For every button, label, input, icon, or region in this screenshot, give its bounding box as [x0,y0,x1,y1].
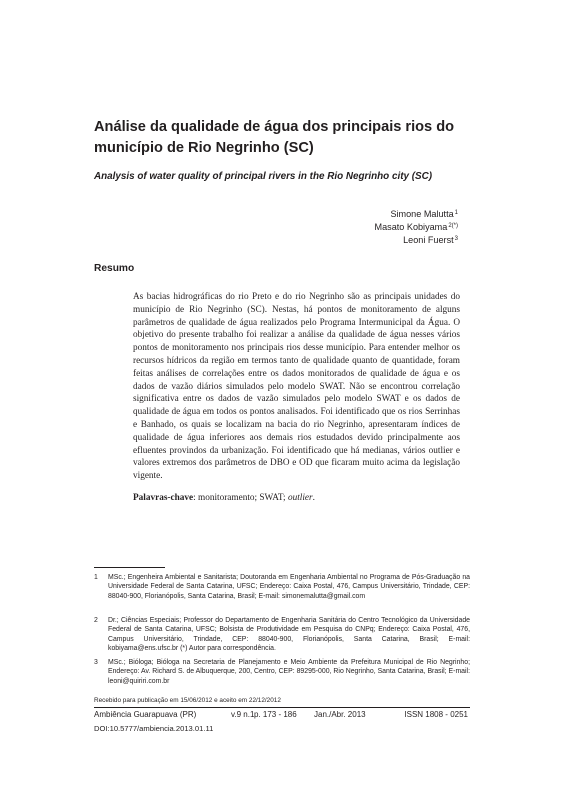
keywords-line [133,492,460,505]
author-name: Simone Malutta [390,209,454,219]
journal-date: Jan./Abr. 2013 [314,710,366,719]
author-1 [390,207,458,220]
journal-name: Ambiência Guarapuava (PR) [94,710,197,719]
keywords-italic-term: outlier [287,492,313,503]
footnote-number: 2 [94,617,98,624]
author-footnote-mark: 2(*) [448,223,458,229]
footnote-text: Dr.; Ciências Especiais; Professor do Departamento de Engenharia Sanitária do Centro Tecnológico da Universidade Federal de Santa Catarina, UFSC; Bolsista de Produtividade em Pesquisa do CNPq; Endereço: Caixa Postal, 476, Campus Universitário, Trindade, CEP: 88040-900, Florianópolis, Santa Catarina, Brasil; E-mail: kobiyama@ens.ufsc.br (*) Autor para correspondência. [108,617,470,653]
received-date-note: Recebido para publicação em 15/06/2012 e aceito em 22/12/2012 [94,697,281,704]
journal-volume: v.9 n.1 [231,710,255,719]
journal-pages: p. 173 - 186 [254,710,297,719]
article-subtitle-english: Analysis of water quality of principal rivers in the Rio Negrinho city (SC) [94,171,433,182]
footer-separator [94,707,470,708]
footnote-1 [94,573,470,601]
author-footnote-mark: 3 [454,236,458,242]
abstract-text: As bacias hidrográficas do rio Preto e do rio Negrinho são as principais unidades do município de Rio Negrinho (SC). Nestas, há pontos de monitoramento de alguns parâmetros de qualidade de água realizados pelo Programa Intermunicipal da Água. O objetivo do presente trabalho foi realizar a análise da qualidade de água nesses vários pontos de monitoramento nos principais rios desse município. Para entender melhor os recursos hídricos da região em termos tanto de qualidade quanto de quantidade, foram feitas análises de correlações entre os dados monitorados de qualidade de água e os dados de vazão diários simulados pelo modelo SWAT. Não se encontrou correlação significativa entre os dados de vazão simulados pelo modelo SWAT e os dados de qualidade de água em todos os pontos analisados. Foi identificado que os rios Serrinhas e Banhado, os quais se localizam na bacia do rio Negrinho, apresentaram índices de qualidade de água inferiores aos demais rios estudados devido principalmente aos efluentes provindos da urbanização. Foi identificado que há medianas, vários outlier e valores extremos dos parâmetros de DBO e OD que ficaram muito acima da legislação vigente. [133,292,460,482]
section-heading-resumo: Resumo [94,263,135,274]
footnote-2 [94,616,470,654]
keywords-end: . [312,492,315,503]
footnote-3 [94,658,470,686]
footnote-separator [94,567,165,568]
keywords-text: : monitoramento; SWAT; [193,492,288,503]
author-name: Masato Kobiyama [374,222,448,232]
article-title: Análise da qualidade de água dos principais rios do município de Rio Negrinho (SC) [94,119,455,156]
footnote-text: MSc.; Engenheira Ambiental e Sanitarista; Doutoranda em Engenharia Ambiental no Programa de Pós-Graduação na Universidade Federal de Santa Catarina, UFSC; Endereço: Caixa Postal, 476, Campus Universitário, Trindade, CEP: 88040-900, Florianópolis, Santa Catarina, Brasil; E-mail: simonemalutta@gmail.com [108,574,470,600]
footnote-number: 1 [94,574,98,581]
author-3 [403,233,458,246]
journal-citation-row [94,710,470,721]
author-2 [375,220,458,233]
author-footnote-mark: 1 [454,210,458,216]
author-name: Leoni Fuerst [403,235,454,245]
journal-issn: ISSN 1808 - 0251 [404,710,468,719]
doi-link[interactable]: DOI:10.5777/ambiencia.2013.01.11 [94,724,214,733]
footnote-text: MSc.; Bióloga; Bióloga na Secretaria de Planejamento e Meio Ambiente da Prefeitura Municipal de Rio Negrinho; Endereço: Av. Richard S. de Albuquerque, 200, Centro, CEP: 89295-000, Rio Negrinho, Santa Catarina, Brasil; E-mail: leoni@quiriri.com.br [108,659,470,685]
footnote-number: 3 [94,659,98,666]
keywords-label: Palavras-chave [133,492,194,503]
abstract-block [133,291,460,505]
